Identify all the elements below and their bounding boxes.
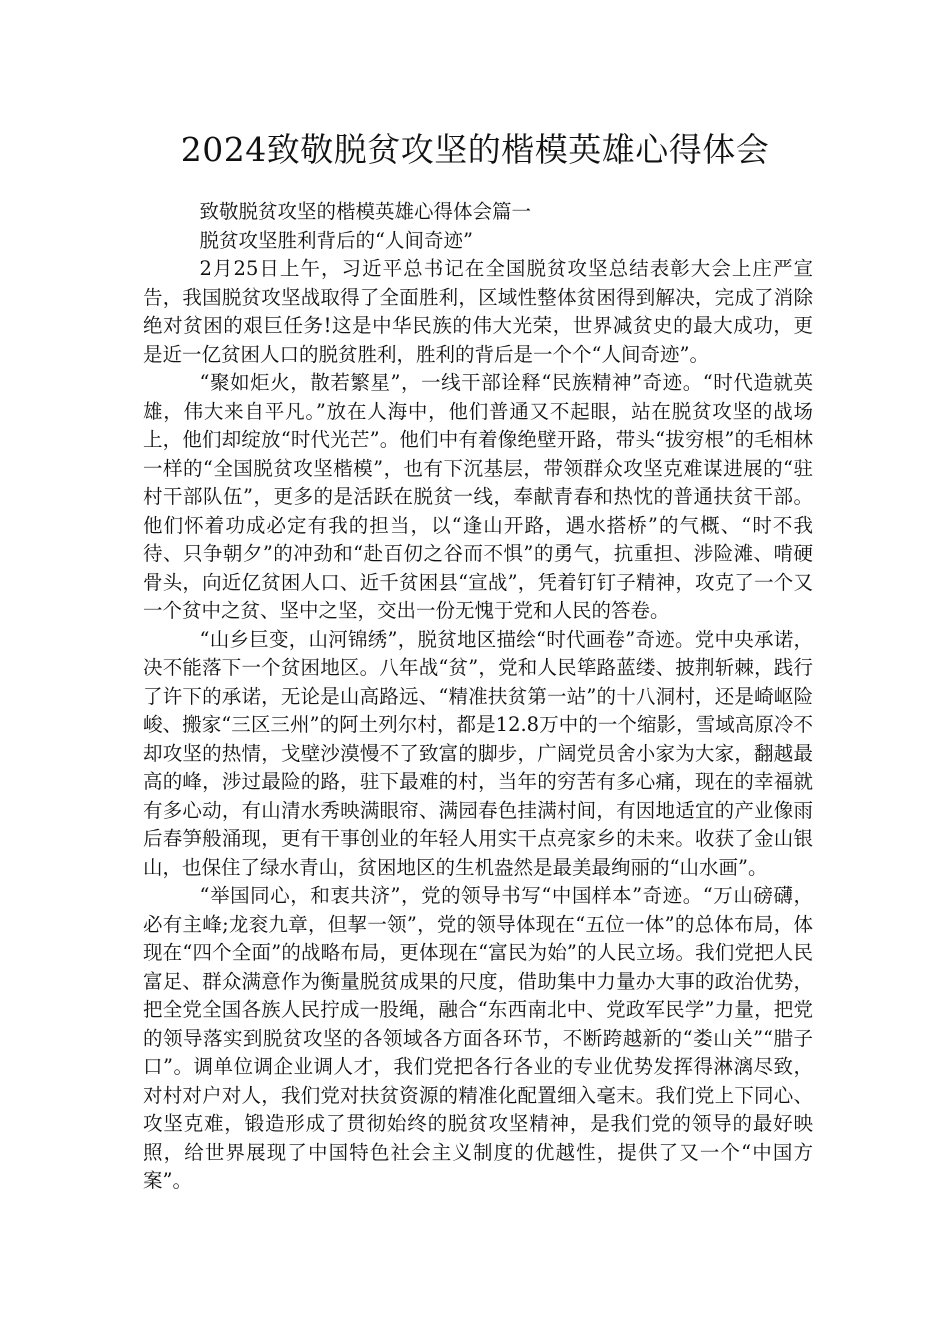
paragraph: “山乡巨变，山河锦绣”，脱贫地区描绘“时代画卷”奇迹。党中央承诺，决不能落下一个贫困地区。八年战“贫”，党和人民筚路蓝缕、披荆斩棘，践行了许下的承诺，无论是山高路远、“精准扶贫第一站”的十八洞村，还是崎岖险峻、搬家“三区三州”的阿土列尔村，都是12.8万中的一个缩影，雪域高原冷不却攻坚的热情，戈壁沙漠慢不了致富的脚步，广阔党员舍小家为大家，翻越最高的峰，涉过最险的路，驻下最难的村，当年的穷苦有多心痛，现在的幸福就有多心动，有山清水秀映满眼帘、满园春色挂满村间，有因地适宜的产业像雨后春笋般涌现，更有干事创业的年轻人用实干点亮家乡的未来。收获了金山银山，也保住了绿水青山，贫困地区的生机盎然是最美最绚丽的“山水画”。 [143, 627, 813, 879]
paragraph: 2月25日上午，习近平总书记在全国脱贫攻坚总结表彰大会上庄严宣告，我国脱贫攻坚战取得了全面胜利，区域性整体贫困得到解决，完成了消除绝对贫困的艰巨任务!这是中华民族的伟大光荣，世界减贫史的最大成功，更是近一亿贫困人口的脱贫胜利，胜利的背后是一个个“人间奇迹”。 [143, 257, 813, 366]
section-subheading: 脱贫攻坚胜利背后的“人间奇迹” [199, 228, 473, 252]
section-heading: 致敬脱贫攻坚的楷模英雄心得体会篇一 [199, 200, 532, 223]
document-title: 2024致敬脱贫攻坚的楷模英雄心得体会 [180, 130, 770, 169]
paragraph: “聚如炬火，散若繁星”，一线干部诠释“民族精神”奇迹。“时代造就英雄，伟大来自平凡。”放在人海中，他们普通又不起眼，站在脱贫攻坚的战场上，他们却绽放“时代光芒”。他们中有着像绝壁开路，带头“拔穷根”的毛相林一样的“全国脱贫攻坚楷模”，也有下沉基层，带领群众攻坚克难谋进展的“驻村干部队伍”，更多的是活跃在脱贫一线，奉献青春和热忱的普通扶贫干部。他们怀着功成必定有我的担当，以“逢山开路，遇水搭桥”的气概、“时不我待、只争朝夕”的冲劲和“赴百仞之谷而不惧”的勇气，抗重担、涉险滩、啃硬骨头，向近亿贫困人口、近千贫困县“宣战”，凭着钉钉子精神，攻克了一个又一个贫中之贫、坚中之坚，交出一份无愧于党和人民的答卷。 [143, 371, 813, 622]
paragraph: “举国同心，和衷共济”，党的领导书写“中国样本”奇迹。“万山磅礴，必有主峰;龙衮九章，但挈一领”，党的领导体现在“五位一体”的总体布局，体现在“四个全面”的战略布局，更体现在“富民为始”的人民立场。我们党把人民富足、群众满意作为衡量脱贫成果的尺度，借助集中力量办大事的政治优势，把全党全国各族人民拧成一股绳，融合“东西南北中、党政军民学”力量，把党的领导落实到脱贫攻坚的各领域各方面各环节，不断跨越新的“娄山关”“腊子口”。调单位调企业调人才，我们党把各行各业的专业优势发挥得淋漓尽致，对村对户对人，我们党对扶贫资源的精准化配置细入毫末。我们党上下同心、攻坚克难，锻造形成了贯彻始终的脱贫攻坚精神，是我们党的领导的最好映照，给世界展现了中国特色社会主义制度的优越性，提供了又一个“中国方案”。 [143, 884, 813, 1192]
document-body [143, 198, 813, 1196]
